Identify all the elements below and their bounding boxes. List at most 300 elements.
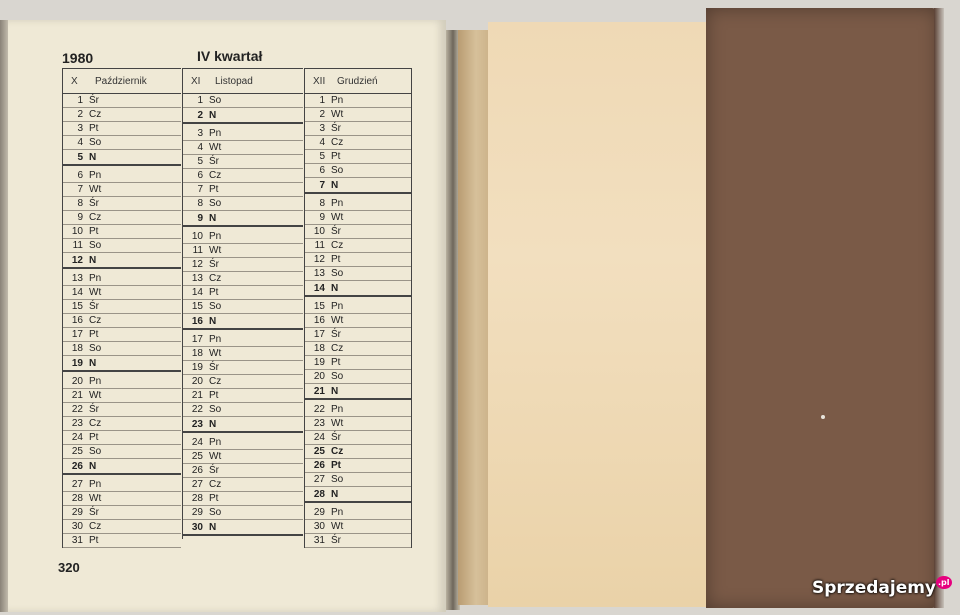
- weekday-abbrev: Pt: [209, 390, 219, 401]
- day-row: [305, 164, 411, 178]
- day-row: [183, 127, 303, 141]
- weekday-abbrev: Pn: [209, 437, 222, 448]
- day-row: [183, 464, 303, 478]
- weekday-abbrev: Pn: [89, 170, 102, 181]
- day-number: 16: [71, 315, 83, 326]
- day-list: [63, 94, 181, 548]
- day-row: [305, 356, 411, 370]
- weekday-abbrev: Śr: [89, 95, 99, 106]
- day-row: [183, 492, 303, 506]
- day-number: 5: [77, 151, 83, 163]
- weekday-abbrev: N: [89, 460, 97, 472]
- day-row: [183, 197, 303, 211]
- weekday-abbrev: Cz: [209, 273, 222, 284]
- weekday-abbrev: Pt: [89, 329, 99, 340]
- day-number: 21: [313, 385, 325, 397]
- day-row: [183, 141, 303, 155]
- day-number: 26: [71, 460, 83, 472]
- weekday-abbrev: Śr: [209, 156, 219, 167]
- weekday-abbrev: Wt: [209, 451, 222, 462]
- weekday-abbrev: Pn: [89, 273, 102, 284]
- weekday-abbrev: Pt: [209, 493, 219, 504]
- day-row: [63, 286, 181, 300]
- day-row: [183, 169, 303, 183]
- day-row: [305, 328, 411, 342]
- day-number: 16: [191, 315, 203, 327]
- day-row: [183, 258, 303, 272]
- day-number: 19: [313, 357, 325, 368]
- month-roman: XII: [313, 75, 326, 87]
- day-number: 8: [197, 198, 203, 209]
- day-row: [63, 136, 181, 150]
- weekday-abbrev: N: [331, 179, 339, 191]
- day-number: 24: [191, 437, 203, 448]
- day-number: 18: [191, 348, 203, 359]
- day-row: [63, 445, 181, 459]
- watermark-text: Sprzedajemy: [812, 578, 937, 598]
- day-number: 24: [313, 432, 325, 443]
- day-number: 22: [71, 404, 83, 415]
- weekday-abbrev: So: [331, 371, 344, 382]
- weekday-abbrev: Śr: [331, 432, 341, 443]
- watermark-tld: .pl: [938, 578, 950, 587]
- weekday-abbrev: Śr: [89, 198, 99, 209]
- day-number: 5: [197, 156, 203, 167]
- month-name: Październik: [95, 75, 147, 87]
- day-row: [183, 450, 303, 464]
- weekday-abbrev: Cz: [331, 343, 344, 354]
- day-number: 18: [313, 343, 325, 354]
- day-number: 20: [191, 376, 203, 387]
- day-row: [305, 417, 411, 431]
- month-name: Grudzień: [337, 75, 378, 87]
- day-row: [305, 253, 411, 267]
- day-number: 27: [71, 479, 83, 490]
- day-row: [305, 94, 411, 108]
- day-row: [183, 300, 303, 314]
- day-number: 30: [191, 521, 203, 533]
- weekday-abbrev: So: [209, 95, 222, 106]
- weekday-abbrev: Pn: [89, 479, 102, 490]
- day-row: [63, 389, 181, 403]
- day-number: 18: [71, 343, 83, 354]
- weekday-abbrev: Wt: [89, 287, 102, 298]
- day-number: 6: [77, 170, 83, 181]
- weekday-abbrev: Śr: [89, 507, 99, 518]
- weekday-abbrev: Pt: [89, 123, 99, 134]
- day-number: 4: [319, 137, 325, 148]
- quarter-title: IV kwartał: [197, 48, 263, 64]
- day-row: [63, 403, 181, 417]
- weekday-abbrev: Cz: [89, 315, 102, 326]
- weekday-abbrev: Cz: [209, 479, 222, 490]
- day-row: [305, 384, 411, 400]
- day-number: 10: [71, 226, 83, 237]
- day-list: [183, 94, 303, 536]
- day-number: 6: [319, 165, 325, 176]
- day-number: 11: [192, 245, 203, 256]
- day-number: 17: [71, 329, 83, 340]
- day-number: 2: [319, 109, 325, 120]
- day-row: [63, 506, 181, 520]
- weekday-abbrev: N: [209, 212, 217, 224]
- day-row: [183, 403, 303, 417]
- day-number: 4: [77, 137, 83, 148]
- day-row: [305, 225, 411, 239]
- day-number: 15: [313, 301, 325, 312]
- day-row: [63, 122, 181, 136]
- day-number: 30: [71, 521, 83, 532]
- weekday-abbrev: So: [331, 474, 344, 485]
- day-number: 17: [191, 334, 203, 345]
- day-row: [305, 136, 411, 150]
- day-row: [183, 314, 303, 330]
- month-roman: X: [71, 75, 78, 87]
- weekday-abbrev: Śr: [89, 301, 99, 312]
- day-row: [305, 314, 411, 328]
- day-number: 12: [71, 254, 83, 266]
- weekday-abbrev: Śr: [331, 535, 341, 546]
- weekday-abbrev: Wt: [331, 212, 344, 223]
- day-row: [183, 244, 303, 258]
- day-row: [63, 314, 181, 328]
- weekday-abbrev: Cz: [209, 170, 222, 181]
- day-number: 9: [77, 212, 83, 223]
- day-row: [63, 239, 181, 253]
- day-number: 28: [313, 488, 325, 500]
- weekday-abbrev: Cz: [89, 521, 102, 532]
- weekday-abbrev: Pt: [89, 226, 99, 237]
- day-number: 1: [77, 95, 83, 106]
- day-row: [63, 342, 181, 356]
- day-row: [63, 183, 181, 197]
- day-row: [63, 520, 181, 534]
- day-number: 11: [314, 240, 325, 251]
- day-number: 10: [191, 231, 203, 242]
- day-row: [305, 300, 411, 314]
- day-number: 14: [71, 287, 83, 298]
- day-number: 5: [319, 151, 325, 162]
- day-number: 27: [313, 474, 325, 485]
- weekday-abbrev: N: [331, 488, 339, 500]
- day-number: 20: [71, 376, 83, 387]
- weekday-abbrev: N: [209, 315, 217, 327]
- day-number: 19: [191, 362, 203, 373]
- day-number: 7: [77, 184, 83, 195]
- day-row: [183, 361, 303, 375]
- day-number: 21: [71, 390, 83, 401]
- day-row: [63, 169, 181, 183]
- day-row: [63, 94, 181, 108]
- weekday-abbrev: Pt: [209, 287, 219, 298]
- weekday-abbrev: Cz: [209, 376, 222, 387]
- day-number: 15: [191, 301, 203, 312]
- day-row: [183, 520, 303, 536]
- weekday-abbrev: Śr: [331, 123, 341, 134]
- weekday-abbrev: N: [209, 109, 217, 121]
- month-column-october: [62, 68, 181, 548]
- day-row: [183, 211, 303, 227]
- day-row: [305, 473, 411, 487]
- day-row: [183, 183, 303, 197]
- day-row: [63, 197, 181, 211]
- day-number: 10: [313, 226, 325, 237]
- weekday-abbrev: Wt: [89, 184, 102, 195]
- day-number: 29: [71, 507, 83, 518]
- day-row: [305, 403, 411, 417]
- day-row: [63, 253, 181, 269]
- day-number: 26: [313, 460, 325, 471]
- weekday-abbrev: Pn: [331, 404, 344, 415]
- day-row: [183, 333, 303, 347]
- day-number: 8: [77, 198, 83, 209]
- day-row: [63, 328, 181, 342]
- weekday-abbrev: So: [209, 301, 222, 312]
- day-number: 13: [191, 273, 203, 284]
- day-number: 2: [77, 109, 83, 120]
- month-header: [305, 68, 411, 94]
- day-row: [183, 286, 303, 300]
- weekday-abbrev: N: [209, 521, 217, 533]
- day-number: 9: [319, 212, 325, 223]
- day-number: 14: [313, 282, 325, 294]
- day-row: [183, 272, 303, 286]
- weekday-abbrev: Wt: [89, 493, 102, 504]
- day-number: 12: [191, 259, 203, 270]
- day-row: [305, 267, 411, 281]
- day-row: [305, 342, 411, 356]
- day-row: [305, 178, 411, 194]
- weekday-abbrev: Cz: [89, 212, 102, 223]
- day-number: 3: [77, 123, 83, 134]
- day-number: 24: [71, 432, 83, 443]
- day-row: [305, 281, 411, 297]
- weekday-abbrev: N: [331, 282, 339, 294]
- weekday-abbrev: N: [89, 254, 97, 266]
- weekday-abbrev: Pt: [331, 151, 341, 162]
- weekday-abbrev: Wt: [331, 315, 344, 326]
- day-list: [305, 94, 411, 548]
- weekday-abbrev: So: [209, 404, 222, 415]
- day-number: 30: [313, 521, 325, 532]
- month-roman: XI: [191, 75, 201, 87]
- weekday-abbrev: Cz: [89, 109, 102, 120]
- watermark-logo: [812, 578, 952, 598]
- day-number: 1: [319, 95, 325, 106]
- weekday-abbrev: Śr: [209, 259, 219, 270]
- weekday-abbrev: Pn: [331, 507, 344, 518]
- day-number: 22: [313, 404, 325, 415]
- day-number: 8: [319, 198, 325, 209]
- weekday-abbrev: Pt: [89, 535, 99, 546]
- weekday-abbrev: So: [89, 240, 102, 251]
- day-row: [183, 436, 303, 450]
- weekday-abbrev: Wt: [331, 521, 344, 532]
- month-name: Listopad: [215, 75, 253, 87]
- day-number: 27: [191, 479, 203, 490]
- day-row: [63, 492, 181, 506]
- day-row: [305, 197, 411, 211]
- cover-spot: [821, 415, 825, 419]
- weekday-abbrev: So: [331, 165, 344, 176]
- day-number: 1: [197, 95, 203, 106]
- day-row: [305, 370, 411, 384]
- weekday-abbrev: So: [89, 343, 102, 354]
- cover-edge: [934, 8, 944, 608]
- day-row: [183, 478, 303, 492]
- day-number: 25: [313, 446, 325, 457]
- day-row: [305, 487, 411, 503]
- weekday-abbrev: Śr: [209, 362, 219, 373]
- weekday-abbrev: Pn: [331, 198, 344, 209]
- day-row: [305, 239, 411, 253]
- day-number: 31: [71, 535, 83, 546]
- day-number: 28: [191, 493, 203, 504]
- weekday-abbrev: Śr: [209, 465, 219, 476]
- day-row: [305, 520, 411, 534]
- weekday-abbrev: Cz: [331, 446, 344, 457]
- day-number: 23: [313, 418, 325, 429]
- day-number: 14: [191, 287, 203, 298]
- weekday-abbrev: Pn: [209, 334, 222, 345]
- day-number: 29: [191, 507, 203, 518]
- year-label: 1980: [62, 50, 94, 66]
- day-number: 15: [71, 301, 83, 312]
- day-row: [63, 272, 181, 286]
- day-row: [183, 389, 303, 403]
- weekday-abbrev: N: [209, 418, 217, 430]
- day-number: 29: [313, 507, 325, 518]
- day-row: [305, 534, 411, 548]
- day-row: [63, 150, 181, 166]
- weekday-abbrev: Pt: [331, 357, 341, 368]
- day-number: 11: [72, 240, 83, 251]
- day-number: 2: [197, 109, 203, 121]
- day-number: 7: [319, 179, 325, 191]
- day-number: 26: [191, 465, 203, 476]
- weekday-abbrev: Pt: [209, 184, 219, 195]
- weekday-abbrev: N: [331, 385, 339, 397]
- day-number: 4: [197, 142, 203, 153]
- day-row: [305, 150, 411, 164]
- weekday-abbrev: Pn: [89, 376, 102, 387]
- day-number: 13: [313, 268, 325, 279]
- day-number: 21: [191, 390, 203, 401]
- day-row: [305, 506, 411, 520]
- day-row: [63, 431, 181, 445]
- day-row: [63, 478, 181, 492]
- day-row: [63, 225, 181, 239]
- day-number: 17: [313, 329, 325, 340]
- day-number: 28: [71, 493, 83, 504]
- weekday-abbrev: Cz: [331, 137, 344, 148]
- day-row: [305, 459, 411, 473]
- weekday-abbrev: So: [89, 137, 102, 148]
- day-number: 25: [191, 451, 203, 462]
- weekday-abbrev: So: [331, 268, 344, 279]
- weekday-abbrev: So: [209, 507, 222, 518]
- day-number: 3: [319, 123, 325, 134]
- day-row: [305, 122, 411, 136]
- day-number: 16: [313, 315, 325, 326]
- day-number: 13: [71, 273, 83, 284]
- day-number: 31: [313, 535, 325, 546]
- day-row: [63, 375, 181, 389]
- day-number: 12: [313, 254, 325, 265]
- weekday-abbrev: Pn: [331, 301, 344, 312]
- day-row: [63, 356, 181, 372]
- weekday-abbrev: So: [209, 198, 222, 209]
- weekday-abbrev: Śr: [89, 404, 99, 415]
- day-row: [63, 534, 181, 548]
- day-row: [305, 108, 411, 122]
- day-number: 7: [197, 184, 203, 195]
- day-number: 19: [71, 357, 83, 369]
- day-number: 6: [197, 170, 203, 181]
- weekday-abbrev: Cz: [89, 418, 102, 429]
- day-row: [183, 155, 303, 169]
- endpaper: [488, 22, 712, 607]
- day-number: 9: [197, 212, 203, 224]
- day-row: [63, 211, 181, 225]
- day-number: 3: [197, 128, 203, 139]
- day-number: 23: [71, 418, 83, 429]
- day-number: 23: [191, 418, 203, 430]
- day-row: [183, 230, 303, 244]
- month-header: [183, 68, 303, 94]
- weekday-abbrev: Wt: [89, 390, 102, 401]
- weekday-abbrev: Pt: [89, 432, 99, 443]
- weekday-abbrev: So: [89, 446, 102, 457]
- weekday-abbrev: Pn: [209, 231, 222, 242]
- weekday-abbrev: Wt: [209, 348, 222, 359]
- day-number: 22: [191, 404, 203, 415]
- weekday-abbrev: Śr: [331, 329, 341, 340]
- book-cover: [706, 8, 938, 608]
- day-number: 25: [71, 446, 83, 457]
- weekday-abbrev: Śr: [331, 226, 341, 237]
- weekday-abbrev: Pt: [331, 254, 341, 265]
- day-row: [63, 417, 181, 431]
- day-row: [63, 108, 181, 122]
- weekday-abbrev: N: [89, 151, 97, 163]
- day-row: [183, 506, 303, 520]
- weekday-abbrev: Wt: [331, 109, 344, 120]
- weekday-abbrev: Wt: [209, 142, 222, 153]
- weekday-abbrev: Pn: [331, 95, 344, 106]
- day-row: [183, 417, 303, 433]
- page-number: 320: [58, 560, 80, 575]
- month-header: [63, 68, 181, 94]
- day-row: [63, 300, 181, 314]
- weekday-abbrev: Pn: [209, 128, 222, 139]
- day-row: [305, 431, 411, 445]
- day-row: [63, 459, 181, 475]
- weekday-abbrev: Pt: [331, 460, 341, 471]
- month-column-december: [304, 68, 412, 548]
- month-column-november: [182, 68, 303, 539]
- day-row: [183, 375, 303, 389]
- weekday-abbrev: Wt: [209, 245, 222, 256]
- weekday-abbrev: Cz: [331, 240, 344, 251]
- day-row: [305, 211, 411, 225]
- weekday-abbrev: Wt: [331, 418, 344, 429]
- day-number: 20: [313, 371, 325, 382]
- day-row: [183, 347, 303, 361]
- day-row: [305, 445, 411, 459]
- weekday-abbrev: N: [89, 357, 97, 369]
- day-row: [183, 108, 303, 124]
